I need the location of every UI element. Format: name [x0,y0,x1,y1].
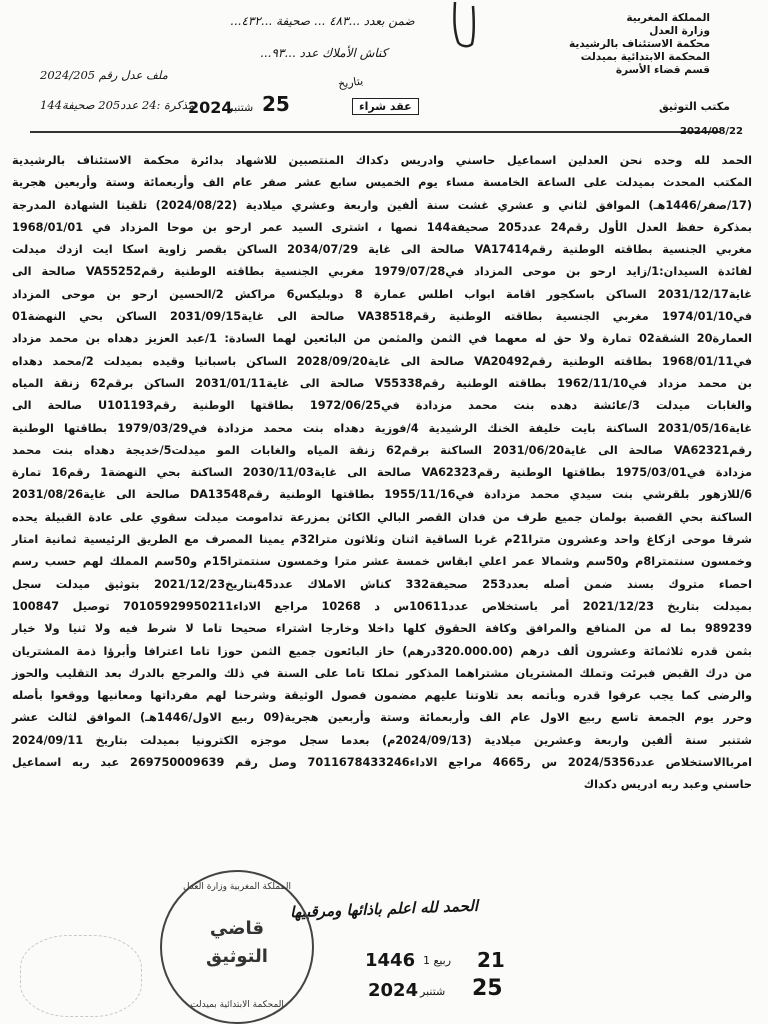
deed-line: بميدلت بتاريخ 2021/12/23 أمر باستخلاص عدد10611س د 10268 مراجع الاداء70105929950211 توصيل 100847 [12,599,752,613]
kingdom-title: المملكة المغربية [626,12,710,24]
date-day: 25 [262,92,290,116]
first-instance-court: المحكمة الابتدائية بميدلت [580,51,710,63]
official-stamp [160,870,314,1024]
hijri-year: 1446 [365,950,416,971]
stamp-subtitle: التوثيق [206,946,268,967]
file-number: ملف عدل رقم 2024/205 [40,68,168,82]
deed-line: والغابات ميدلت 3/عائشة دهده بنت محمد مزدادة في1972/06/25 بطاقتها الوطنية رقمU101193 صالحة الى [12,399,752,413]
deed-line: غاية2031/12/17 الساكن باسكجور اقامة ابواب اطلس عمارة 8 دوبليكس6 مراكش 2/الحسين ارحو بن موحى المزداد [12,287,752,301]
deed-line: العمارة20 الشقة02 تمارة ولا حق له معهما في الثمن والمثمن من البائعين لهما السادة: 1/عبد العزيز دهداه بن محمد مزداد [12,332,752,346]
notebook-line: مذكرة :24 عدد205 صحيفة144 [40,98,195,112]
deed-line: المكتب المحدث بميدلت على الساعة الخامسة مساء يوم الخميس سابع عشر صفر عام الف وأربعمائة وستة وأربعين هجرية [12,176,752,190]
deed-line: مزدادة في1975/03/01 بطاقتها الوطنية رقمVA62323 صالحة الى غاية2030/11/03 الساكنة بحي النهضة1 رقم16 تمارة [12,466,752,480]
deed-line: شتنبر سنة ألفين واربعة وعشرين ميلادية (2024/09/13م) بعدما سجل موجزه الكترونيا بميدلت بتاريخ 2024/09/11 [12,733,753,747]
deed-line: الحمد لله وحده نحن العدلين اسماعيل حاسني وادريس دكداك المنتصبين للاشهاد بدائرة محكمة الاستئناف بالرشيدية [12,154,752,167]
deed-line: والرضى كما يجب عرفوا قدره وبأتمه بعد تلاوتنا عليهم مضمون فصول الوثيقة وشرحنا لهم مفرداتها ومعانيها ووقعوا بأصله [12,689,752,703]
family-section: قسم قضاء الأسرة [615,64,710,76]
deed-line: امرباالاستخلاص عدد2024/5356 س ر4665 مراجع الاداء7011678433246 وصل رقم 269750009639 عبد ربه اسماعيل [12,756,752,770]
contract-type-box: عقد شراء [352,98,419,115]
properties-line: كناش الأملاك عدد ...٩٣... [260,46,388,60]
deed-line: بن محمد مزداد في1962/11/10 بطاقته الوطنية رقمV55338 صالحة الى غاية2031/01/11 الساكن برقم62 زنقة المياه [12,376,752,390]
deed-line: في1968/01/11 بطاقته الوطنية رقمVA20492 صالحة الى غاية2028/09/20 الساكن باسبانيا وقيده بميدلت 2/محمد دهداه [12,354,753,368]
deed-line: في1974/01/10 مغربي الجنسية بطاقته الوطنية رقمVA38518 صالحة الى غاية2031/09/15 الساكن بحي النهضة01 [12,310,752,324]
deed-line: من درك القبض فبرئت وتملك المشتريان مشتراهما المذكور تملكا تاما على السنة في ذلك والمرجع بالدرك بعد التقليب والحوز [12,666,752,680]
hijri-month: ربيع 1 [423,954,452,967]
deed-line: حاسني وعبد ربه ادريس دكداك [583,778,752,792]
stamp-title: قاضي [209,918,265,939]
greg-year: 2024 [368,980,419,1001]
hijri-date [365,948,505,976]
deed-line: (17/صفر/1446هـ) الموافق لثاني و عشري غشت سنة ألفين واربعة وعشري ميلادية (2024/08/22) تلقينا الشهادة المدرجة [12,198,752,212]
faint-stamp [20,935,142,1017]
hijri-day: 21 [477,948,505,972]
appeal-court: محكمة الاستئناف بالرشيدية [569,38,710,50]
stamp-ring-top: المملكة المغربية وزارة العدل [183,882,291,892]
deed-line: الساكنة بحي القصبة بولمان جميع طرف من فدان القصر البالي الكائن بمزرعة تدامومت ميدلت سقوي على عادة القبيلة يحده [12,510,752,524]
pen-mark [440,0,500,60]
deed-line: وخمسون سنتمترا8م و50سم وشمالا عمر اعلي ابقاس خمسة عشر مترا وخمسون سنتمترا15م و50سم المملك لهم حسب رسم [12,555,752,569]
date-year: 2024 [188,98,233,117]
date-month: شتنبر [228,101,254,114]
deed-line: وحرر يوم الجمعة تاسع ربيع الاول عام الف وأربعمائة وستة وأربعين هجرية(09 ربيع الاول/1446هـ) الموافق لثالث عشر [12,711,752,725]
deed-line: 6/للازهور بلقرشي بنت سيدي محمد مزدادة في1955/11/16 بطاقتها الوطنية رقمDA13548 صالحة الى غاية2031/08/26 [12,488,753,502]
deed-line: لفائدة السيدان:1/زايد ارحو بن موحى المزداد في1979/07/28 مغربي الجنسية بطاقته الوطنية رقمVA55252 صالحة الى [12,265,752,279]
closing-line: الحمد لله اعلم باذائها ومرقبيها [289,896,479,922]
deed-line: مغربي الجنسية بطاقته الوطنية رقمVA17414 صالحة الى غاية 2034/07/29 الساكن بقصر زاوية اسكا ايت ازدك ميدلت [12,243,752,257]
deed-line: احصاء متروك بسند ضمن أصله بعدد253 صحيفة332 كناش الاملاك عدد45بتاريخ2021/12/23 بتوثيق ميدلت سجل [12,577,752,591]
ministry-title: وزارة العدل [649,25,710,37]
deed-line: 989239 بما له من المنافع والمرافق وكافة الحقوق كلها داخلا وخارجا اشتراء صحيحا تاما لا شرط فيه ولا ثنيا ولا خيار [12,622,752,636]
greg-day: 25 [472,976,503,1001]
header-rule [30,131,720,133]
greg-month: شتنبر [420,985,446,998]
header-date: 2024/08/22 [680,126,743,137]
office-label: مكتب التوثيق [659,100,730,113]
gregorian-date [368,976,508,1006]
deed-line: غاية2031/05/16 الساكنة بايت خليفة الخنك الرشيدية 4/فوزية دهداه بنت محمد مزدادة في1979/03/29 بطاقتها الوطنية [12,421,752,435]
deed-line: رقمVA62321 صالحة الى غاية2031/06/20 الساكنة برقم62 زنقة المياه والغابات المو ميدلت5/خديجة دهداه بنت محمد [12,443,753,457]
stamp-ring-bottom: المحكمة الابتدائية بميدلت [190,1000,284,1010]
deed-line: بثمن قدره ثلاثمائة وعشرون ألف درهم (320.000.00درهم) حاز البائعون جميع الثمن حوزا تاما اعترافا وأبرؤا ذمة المشتريان [12,644,753,658]
deed-body [12,150,752,797]
registered-line: ضمن بعدد ...٤٨٣ ... صحيفة ...٤٣٢... [230,14,415,28]
deed-line: شرقا موحى ازكاغ واحد وعشرون مترا21م غربا الساقية اثنان وثلاثون مترا32م يمينا المصرف مع الطريق الرئيسية ثمانية امتار [12,533,752,547]
header-right-block [520,12,710,77]
deed-line: بمذكرة حفظ العدل الأول رقم24 عدد205 صحيفة144 نصها ، اشترى السيد عمر ارحو بن موحا المزداد في 1968/01/01 [12,220,752,234]
date-label: بتاريخ [337,74,365,91]
